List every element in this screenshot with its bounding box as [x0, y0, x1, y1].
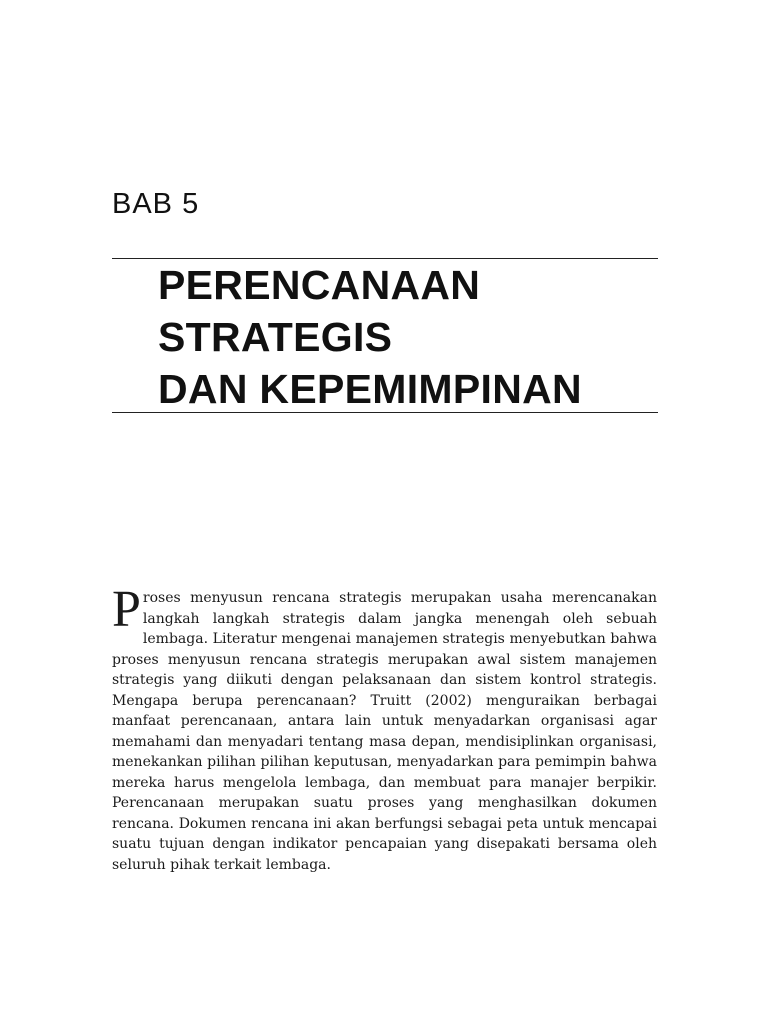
chapter-title-line-3: DAN KEPEMIMPINAN — [158, 366, 582, 412]
title-rule-bottom — [112, 412, 658, 413]
chapter-title-line-2: STRATEGIS — [158, 314, 393, 360]
body-paragraph-text: roses menyusun rencana strategis merupakan usaha merencanakan langkah langkah strategis dalam jangka menengah oleh sebuah lembaga. Literatur mengenai manajemen strategis menyebutkan bahwa proses menyusun rencana strategis merupakan awal sistem manajemen strategis yang diikuti dengan pelaksanaan dan sistem kontrol strategis. Mengapa berupa perencanaan? Truitt (2002) menguraikan berbagai manfaat perencanaan, antara lain untuk menyadarkan organisasi agar memahami dan menyadari tentang masa depan, mendisiplinkan organisasi, menekankan pilihan pilihan keputusan, menyadarkan para pemimpin bahwa mereka harus mengelola lembaga, dan membuat para manajer berpikir. Perencanaan merupakan suatu proses yang menghasilkan dokumen rencana. Dokumen rencana ini akan berfungsi sebagai peta untuk mencapai suatu tujuan dengan indikator pencapaian yang disepakati bersama oleh seluruh pihak terkait lembaga. — [112, 590, 657, 873]
chapter-title — [158, 259, 582, 415]
chapter-title-line-1: PERENCANAAN — [158, 262, 481, 308]
drop-cap: P — [112, 581, 141, 638]
chapter-label: BAB 5 — [112, 188, 200, 220]
body-paragraph — [112, 581, 657, 875]
